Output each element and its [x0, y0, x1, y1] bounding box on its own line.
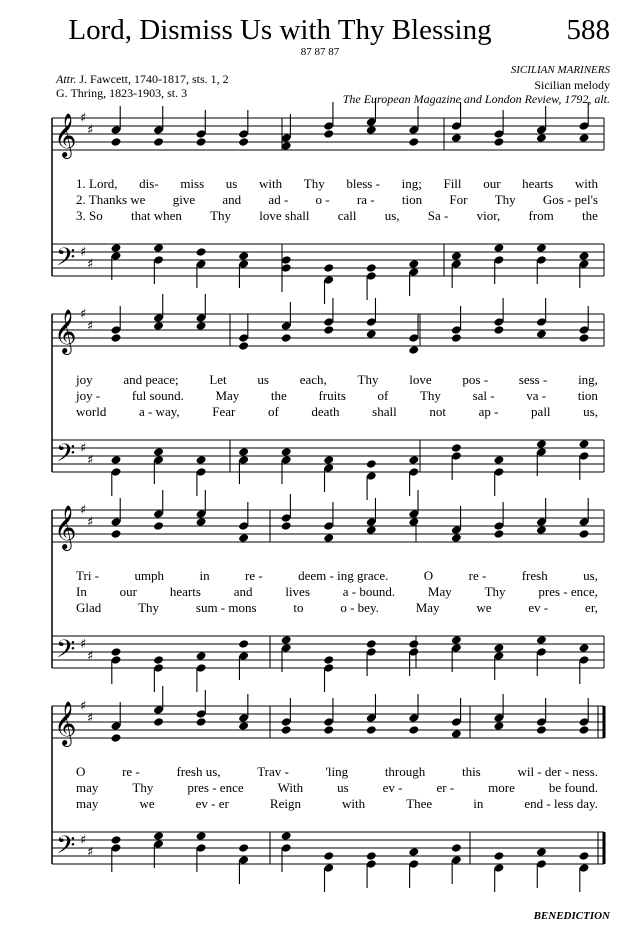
note-head — [323, 655, 334, 665]
note-head — [196, 651, 207, 661]
note-head — [408, 455, 419, 465]
lyric-syllable: Tri - — [76, 568, 100, 583]
key-signature-sharp-icon: ♯ — [80, 637, 87, 652]
text-author-2: G. Thring, 1823-1903, st. 3 — [56, 86, 188, 100]
key-signature-sharp-icon: ♯ — [87, 711, 94, 726]
lyric-syllable: er - — [436, 780, 455, 795]
note-head — [281, 831, 292, 841]
text-author-1: J. Fawcett, 1740-1817, sts. 1, 2 — [79, 72, 229, 86]
lyric-syllable: in — [199, 568, 210, 583]
tune-publication-title: The European Magazine and London Review, — [342, 92, 562, 106]
next-hymn-label: BENEDICTION — [533, 910, 610, 922]
lyric-syllable: shall — [372, 404, 397, 419]
note-head — [408, 137, 419, 147]
note-head — [408, 639, 419, 649]
lyric-syllable: Trav - — [257, 764, 289, 779]
lyric-syllable: pall — [531, 404, 551, 419]
note-head — [493, 721, 504, 731]
lyric-syllable: the — [582, 208, 598, 223]
lyric-syllable: fresh us, — [176, 764, 221, 779]
lyric-syllable: May — [415, 600, 440, 615]
lyric-syllable: wil - der - ness. — [517, 764, 598, 779]
note-head — [451, 533, 462, 543]
lyric-syllable: tion — [401, 192, 423, 207]
key-signature-sharp-icon: ♯ — [87, 515, 94, 530]
lyric-syllable: ing; — [401, 176, 422, 191]
lyric-syllable: ev - — [382, 780, 403, 795]
note-head — [196, 455, 207, 465]
note-head — [196, 137, 207, 147]
note-head — [451, 333, 462, 343]
lyric-syllable: bless - — [346, 176, 380, 191]
lyric-syllable: Gos - pel's — [542, 192, 598, 207]
lyric-syllable: re - — [122, 764, 140, 779]
lyric-syllable: more — [488, 780, 515, 795]
note-head — [536, 847, 547, 857]
lyric-syllable: umph — [134, 568, 165, 583]
lyric-syllable: 2. Thanks we — [76, 192, 146, 207]
note-head — [493, 529, 504, 539]
key-signature-sharp-icon: ♯ — [80, 441, 87, 456]
note-head — [323, 725, 334, 735]
note-head — [366, 459, 377, 469]
note-head — [408, 725, 419, 735]
lyric-syllable: in — [473, 796, 484, 811]
note-head — [366, 725, 377, 735]
lyric-syllable: a - bound. — [342, 584, 396, 599]
lyric-syllable: Fear — [212, 404, 236, 419]
lyric-syllable: us — [257, 372, 269, 387]
note-head — [196, 321, 207, 331]
note-head — [323, 533, 334, 543]
bass-clef-icon: 𝄢 — [56, 439, 76, 474]
hymn-meter: 87 87 87 — [300, 46, 340, 58]
tune-publication-detail: 1792, alt. — [564, 92, 610, 106]
lyric-syllable: to — [293, 600, 304, 615]
note-head — [281, 447, 292, 457]
lyric-syllable: Thy — [303, 176, 325, 191]
note-head — [536, 329, 547, 339]
key-signature-sharp-icon: ♯ — [87, 845, 94, 860]
note-head — [579, 439, 590, 449]
note-head — [451, 635, 462, 645]
note-head — [238, 251, 249, 261]
bass-clef-icon: 𝄢 — [56, 831, 76, 866]
note-head — [579, 529, 590, 539]
lyric-syllable: our — [483, 176, 501, 191]
lyric-syllable: be found. — [548, 780, 598, 795]
note-head — [238, 721, 249, 731]
note-head — [536, 243, 547, 253]
note-head — [111, 333, 122, 343]
note-head — [493, 851, 504, 861]
lyric-syllable: In — [76, 584, 87, 599]
lyric-syllable: we — [476, 600, 492, 615]
lyric-syllable: Thee — [406, 796, 433, 811]
lyric-syllable: we — [139, 796, 155, 811]
note-head — [493, 137, 504, 147]
lyric-syllable: Thy — [357, 372, 379, 387]
note-head — [153, 521, 164, 531]
key-signature-sharp-icon: ♯ — [80, 245, 87, 260]
lyric-syllable: ev - — [528, 600, 549, 615]
lyric-syllable: pres - ence, — [538, 584, 598, 599]
note-head — [451, 133, 462, 143]
lyric-syllable: with — [574, 176, 598, 191]
lyric-syllable: Thy — [132, 780, 154, 795]
lyric-syllable: ing, — [578, 372, 598, 387]
note-head — [451, 443, 462, 453]
key-signature-sharp-icon: ♯ — [80, 833, 87, 848]
note-head — [153, 447, 164, 457]
lyric-line — [76, 176, 598, 192]
lyric-line — [76, 568, 598, 584]
lyric-syllable: the — [270, 388, 287, 403]
note-head — [238, 341, 249, 351]
lyric-syllable: hearts — [522, 176, 554, 191]
lyric-line — [76, 796, 598, 812]
lyric-syllable: Thy — [484, 584, 506, 599]
note-head — [366, 125, 377, 135]
note-head — [323, 325, 334, 335]
note-head — [536, 439, 547, 449]
lyric-syllable: sum - mons — [195, 600, 257, 615]
note-head — [238, 447, 249, 457]
note-head — [579, 133, 590, 143]
lyric-syllable: tion — [577, 388, 598, 403]
treble-clef-icon: 𝄞 — [54, 505, 77, 549]
note-head — [366, 851, 377, 861]
lyric-syllable: with — [342, 796, 366, 811]
lyric-syllable: fruits — [318, 388, 346, 403]
lyric-syllable: through — [384, 764, 426, 779]
lyric-syllable: us — [225, 176, 238, 191]
lyric-syllable: fresh — [521, 568, 548, 583]
treble-clef-icon: 𝄞 — [54, 701, 77, 745]
note-head — [196, 717, 207, 727]
lyric-syllable: Thy — [210, 208, 232, 223]
note-head — [281, 635, 292, 645]
note-head — [153, 321, 164, 331]
lyric-syllable: sal - — [472, 388, 495, 403]
note-head — [536, 133, 547, 143]
lyric-syllable: re - — [468, 568, 487, 583]
lyric-syllable: Reign — [269, 796, 301, 811]
lyric-syllable: from — [528, 208, 554, 223]
note-head — [536, 525, 547, 535]
lyric-line — [76, 208, 598, 224]
bass-clef-icon: 𝄢 — [56, 635, 76, 670]
lyric-syllable: hearts — [169, 584, 201, 599]
note-head — [238, 843, 249, 853]
lyric-syllable: love shall — [259, 208, 310, 223]
lyric-syllable: joy — [76, 372, 93, 387]
lyric-syllable: this — [461, 764, 481, 779]
lyric-syllable: us — [337, 780, 349, 795]
note-head — [579, 251, 590, 261]
lyric-syllable: call — [337, 208, 357, 223]
lyric-syllable: va - — [526, 388, 547, 403]
lyric-syllable: Fill — [443, 176, 462, 191]
note-head — [408, 345, 419, 355]
note-head — [196, 517, 207, 527]
lyric-syllable: Sa - — [427, 208, 449, 223]
lyric-syllable: dis- — [139, 176, 159, 191]
note-head — [281, 725, 292, 735]
note-head — [111, 137, 122, 147]
lyric-syllable: miss — [180, 176, 205, 191]
note-head — [366, 639, 377, 649]
note-head — [408, 847, 419, 857]
note-head — [323, 129, 334, 139]
treble-clef-icon: 𝄞 — [54, 309, 77, 353]
note-head — [111, 733, 122, 743]
lyric-syllable: us, — [583, 568, 598, 583]
lyric-syllable: May — [427, 584, 452, 599]
note-head — [196, 247, 207, 257]
note-head — [111, 529, 122, 539]
lyric-syllable: May — [215, 388, 240, 403]
note-head — [281, 333, 292, 343]
lyric-syllable: each, — [299, 372, 327, 387]
lyric-syllable: world — [76, 404, 107, 419]
note-head — [111, 243, 122, 253]
lyric-line — [76, 584, 598, 600]
note-head — [111, 835, 122, 845]
note-head — [196, 831, 207, 841]
note-head — [493, 325, 504, 335]
lyric-syllable: o - bey. — [340, 600, 379, 615]
note-head — [451, 251, 462, 261]
note-head — [366, 525, 377, 535]
lyric-syllable: and — [222, 192, 242, 207]
note-head — [111, 455, 122, 465]
lyric-syllable: 3. So — [76, 208, 103, 223]
lyric-syllable: O — [423, 568, 434, 583]
lyric-syllable: end - less day. — [524, 796, 598, 811]
lyric-line — [76, 388, 598, 404]
note-head — [281, 521, 292, 531]
lyric-syllable: of — [267, 404, 279, 419]
lyric-syllable: Thy — [494, 192, 516, 207]
lyric-line — [76, 372, 598, 388]
note-head — [408, 259, 419, 269]
lyric-syllable: o - — [315, 192, 330, 207]
hymn-title: Lord, Dismiss Us with Thy Blessing — [68, 14, 492, 46]
lyric-syllable: vior, — [476, 208, 501, 223]
note-head — [238, 533, 249, 543]
lyric-syllable: that when — [130, 208, 182, 223]
note-head — [579, 851, 590, 861]
lyric-syllable: 'ling — [325, 764, 349, 779]
lyric-syllable: may — [76, 796, 99, 811]
key-signature-sharp-icon: ♯ — [80, 503, 87, 518]
note-head — [238, 137, 249, 147]
lyric-syllable: deem - ing grace. — [298, 568, 389, 583]
lyric-syllable: our — [119, 584, 138, 599]
key-signature-sharp-icon: ♯ — [87, 257, 94, 272]
note-head — [323, 851, 334, 861]
lyric-syllable: Thy — [419, 388, 441, 403]
lyric-syllable: joy - — [76, 388, 101, 403]
key-signature-sharp-icon: ♯ — [87, 319, 94, 334]
lyric-syllable: and peace; — [123, 372, 179, 387]
note-head — [451, 729, 462, 739]
lyric-line — [76, 600, 598, 616]
note-head — [493, 243, 504, 253]
lyric-syllable: With — [277, 780, 304, 795]
lyric-syllable: 1. Lord, — [76, 176, 118, 191]
lyric-syllable: us, — [384, 208, 400, 223]
lyric-line — [76, 764, 598, 780]
note-head — [536, 635, 547, 645]
lyric-syllable: re - — [245, 568, 263, 583]
lyric-syllable: ful sound. — [131, 388, 184, 403]
lyric-syllable: lives — [285, 584, 310, 599]
note-head — [366, 263, 377, 273]
note-head — [153, 243, 164, 253]
note-head — [408, 517, 419, 527]
lyric-syllable: a - way, — [138, 404, 180, 419]
lyric-syllable: For — [449, 192, 468, 207]
note-head — [493, 455, 504, 465]
lyric-syllable: sess - — [518, 372, 548, 387]
note-head — [153, 137, 164, 147]
lyric-syllable: pres - ence — [187, 780, 244, 795]
key-signature-sharp-icon: ♯ — [87, 453, 94, 468]
key-signature-sharp-icon: ♯ — [87, 649, 94, 664]
key-signature-sharp-icon: ♯ — [80, 307, 87, 322]
note-head — [153, 831, 164, 841]
note-head — [323, 263, 334, 273]
lyric-syllable: with — [259, 176, 283, 191]
note-head — [238, 639, 249, 649]
note-head — [451, 843, 462, 853]
lyric-syllable: pos - — [462, 372, 489, 387]
lyric-syllable: and — [233, 584, 253, 599]
note-head — [493, 643, 504, 653]
lyric-syllable: death — [311, 404, 340, 419]
lyric-syllable: Thy — [138, 600, 160, 615]
attr-label: Attr. — [56, 72, 77, 86]
lyric-syllable: ap - — [478, 404, 499, 419]
tune-source: Sicilian melody — [534, 78, 610, 92]
tune-name: SICILIAN MARINERS — [510, 64, 610, 76]
lyric-syllable: give — [172, 192, 196, 207]
lyric-syllable: ad - — [268, 192, 289, 207]
lyric-syllable: us, — [583, 404, 598, 419]
key-signature-sharp-icon: ♯ — [80, 111, 87, 126]
lyric-syllable: Glad — [76, 600, 102, 615]
lyric-syllable: ev - er — [195, 796, 229, 811]
note-head — [323, 455, 334, 465]
lyric-syllable: er, — [585, 600, 598, 615]
lyric-syllable: not — [429, 404, 446, 419]
lyric-syllable: love — [409, 372, 432, 387]
lyric-syllable: Let — [209, 372, 227, 387]
lyric-syllable: O — [76, 764, 86, 779]
key-signature-sharp-icon: ♯ — [87, 123, 94, 138]
note-head — [536, 725, 547, 735]
note-head — [579, 643, 590, 653]
lyric-syllable: may — [76, 780, 99, 795]
treble-clef-icon: 𝄞 — [54, 113, 77, 157]
bass-clef-icon: 𝄢 — [56, 243, 76, 278]
note-head — [153, 655, 164, 665]
lyric-syllable: of — [377, 388, 389, 403]
lyric-line — [76, 404, 598, 420]
note-head — [153, 717, 164, 727]
note-head — [366, 329, 377, 339]
key-signature-sharp-icon: ♯ — [80, 699, 87, 714]
hymn-number: 588 — [566, 14, 610, 46]
lyric-syllable: ra - — [356, 192, 375, 207]
note-head — [579, 333, 590, 343]
note-head — [111, 647, 122, 657]
lyric-line — [76, 192, 598, 208]
note-head — [579, 725, 590, 735]
lyric-line — [76, 780, 598, 796]
